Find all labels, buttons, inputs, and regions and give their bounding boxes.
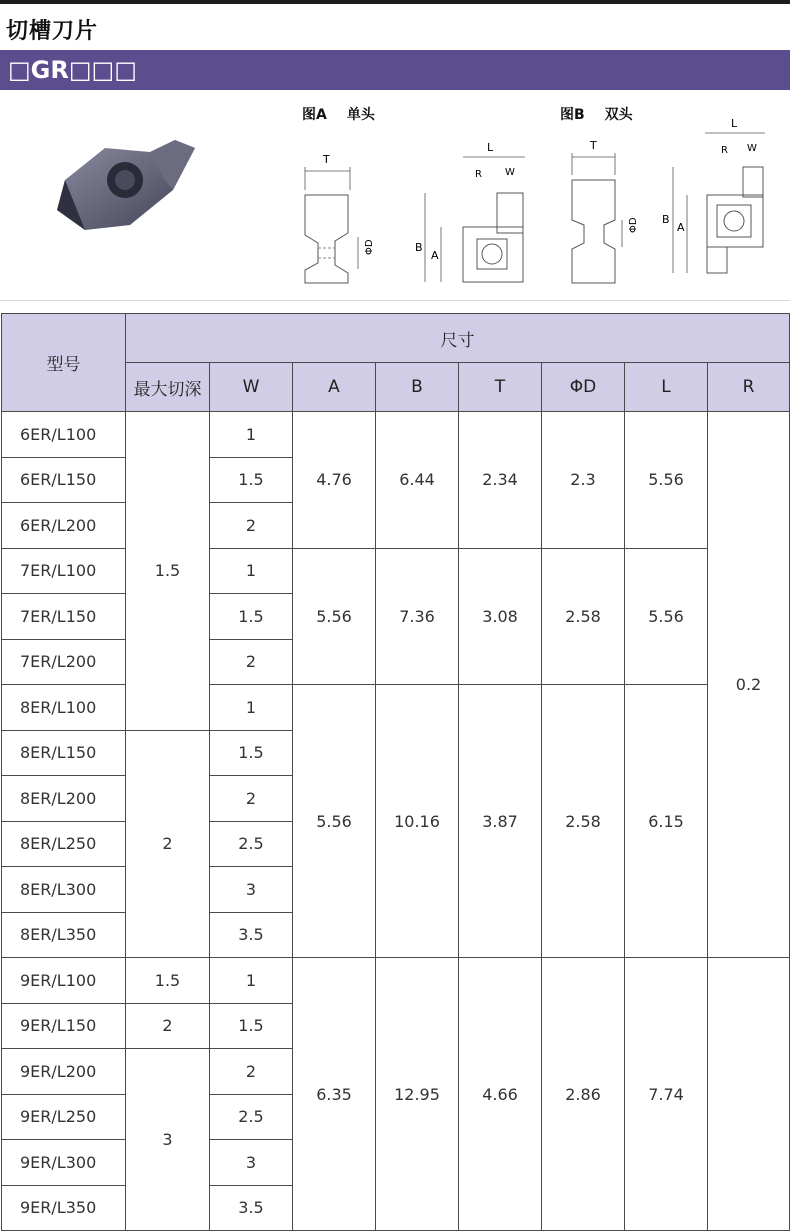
width-cell: 3.5 <box>210 1185 293 1231</box>
width-cell: 1 <box>210 958 293 1004</box>
col-t: T <box>459 363 542 412</box>
width-cell: 2 <box>210 776 293 822</box>
model-cell: 9ER/L300 <box>2 1140 126 1186</box>
r-cell: 0.2 <box>708 412 790 958</box>
page-title: 切槽刀片 <box>6 19 99 44</box>
l-cell: 6.15 <box>625 685 708 958</box>
figure-area <box>0 90 790 301</box>
col-w: W <box>210 363 293 412</box>
fig-b-caption <box>560 104 653 124</box>
model-cell: 8ER/L100 <box>2 685 126 731</box>
model-cell: 8ER/L200 <box>2 776 126 822</box>
depth-cell: 3 <box>126 1049 210 1231</box>
b-cell: 10.16 <box>376 685 459 958</box>
b-cell: 6.44 <box>376 412 459 549</box>
header-model: 型号 <box>2 314 126 412</box>
table-row <box>2 548 790 594</box>
width-cell: 2 <box>210 1049 293 1095</box>
width-cell: 3 <box>210 1140 293 1186</box>
dim-r-b: R <box>721 145 728 156</box>
model-cell: 8ER/L350 <box>2 912 126 958</box>
t-cell: 3.87 <box>459 685 542 958</box>
fig-b-label: 图B <box>560 107 585 123</box>
fig-a-label: 图A <box>302 107 327 123</box>
col-max-depth: 最大切深 <box>126 363 210 412</box>
width-cell: 1.5 <box>210 457 293 503</box>
fig-a-caption <box>302 104 395 124</box>
dim-w-a: W <box>505 167 515 178</box>
dim-t-b: T <box>590 139 597 152</box>
fig-a-side-view <box>290 145 390 295</box>
dim-d-b: ΦD <box>628 217 639 233</box>
t-cell: 3.08 <box>459 548 542 685</box>
width-cell: 1 <box>210 685 293 731</box>
l-cell: 7.74 <box>625 958 708 1231</box>
a-cell: 4.76 <box>293 412 376 549</box>
dim-w-b: W <box>747 143 757 154</box>
l-cell: 5.56 <box>625 412 708 549</box>
l-cell: 5.56 <box>625 548 708 685</box>
dim-a-b: A <box>677 221 685 234</box>
width-cell: 2.5 <box>210 1094 293 1140</box>
width-cell: 3 <box>210 867 293 913</box>
fig-b-front-view <box>655 115 780 295</box>
model-cell: 7ER/L200 <box>2 639 126 685</box>
depth-cell: 1.5 <box>126 412 210 731</box>
d-cell: 2.58 <box>542 548 625 685</box>
model-cell: 9ER/L200 <box>2 1049 126 1095</box>
model-cell: 8ER/L300 <box>2 867 126 913</box>
d-cell: 2.3 <box>542 412 625 549</box>
t-cell: 2.34 <box>459 412 542 549</box>
dim-l-a: L <box>487 141 494 154</box>
model-cell: 6ER/L150 <box>2 457 126 503</box>
fig-a-front-view <box>405 135 545 295</box>
a-cell: 6.35 <box>293 958 376 1231</box>
col-a: A <box>293 363 376 412</box>
table-row <box>2 412 790 458</box>
fig-b-side-view <box>560 135 650 285</box>
b-cell: 7.36 <box>376 548 459 685</box>
width-cell: 2.5 <box>210 821 293 867</box>
a-cell: 5.56 <box>293 685 376 958</box>
width-cell: 2 <box>210 503 293 549</box>
width-cell: 2 <box>210 639 293 685</box>
t-cell: 4.66 <box>459 958 542 1231</box>
depth-cell: 1.5 <box>126 958 210 1004</box>
dim-l-b: L <box>731 117 738 130</box>
section-band: □GR□□□ <box>0 50 790 90</box>
model-cell: 8ER/L150 <box>2 730 126 776</box>
r-cell-blank <box>708 958 790 1231</box>
width-cell: 1 <box>210 412 293 458</box>
table-row <box>2 685 790 731</box>
header-dims: 尺寸 <box>126 314 790 363</box>
spec-table <box>1 313 790 1231</box>
fig-b-name: 双头 <box>604 107 633 123</box>
model-cell: 8ER/L250 <box>2 821 126 867</box>
insert-photo <box>45 130 205 240</box>
dim-t-a: T <box>323 153 330 166</box>
d-cell: 2.86 <box>542 958 625 1231</box>
table-row <box>2 958 790 1004</box>
col-b: B <box>376 363 459 412</box>
model-cell: 6ER/L100 <box>2 412 126 458</box>
width-cell: 1.5 <box>210 730 293 776</box>
model-cell: 6ER/L200 <box>2 503 126 549</box>
dim-a-a: A <box>431 249 439 262</box>
depth-cell: 2 <box>126 730 210 958</box>
width-cell: 1.5 <box>210 1003 293 1049</box>
b-cell: 12.95 <box>376 958 459 1231</box>
model-cell: 7ER/L100 <box>2 548 126 594</box>
fig-a-name: 单头 <box>346 107 375 123</box>
dim-d-a: ΦD <box>364 239 375 255</box>
model-cell: 9ER/L350 <box>2 1185 126 1231</box>
dim-b-b: B <box>662 213 670 226</box>
a-cell: 5.56 <box>293 548 376 685</box>
d-cell: 2.58 <box>542 685 625 958</box>
width-cell: 1.5 <box>210 594 293 640</box>
col-l: L <box>625 363 708 412</box>
model-cell: 9ER/L150 <box>2 1003 126 1049</box>
model-cell: 9ER/L100 <box>2 958 126 1004</box>
width-cell: 3.5 <box>210 912 293 958</box>
width-cell: 1 <box>210 548 293 594</box>
depth-cell: 2 <box>126 1003 210 1049</box>
model-cell: 7ER/L150 <box>2 594 126 640</box>
model-cell: 9ER/L250 <box>2 1094 126 1140</box>
dim-r-a: R <box>475 169 482 180</box>
col-r: R <box>708 363 790 412</box>
dim-b-a: B <box>415 241 423 254</box>
col-d: ΦD <box>542 363 625 412</box>
top-border <box>0 0 790 4</box>
